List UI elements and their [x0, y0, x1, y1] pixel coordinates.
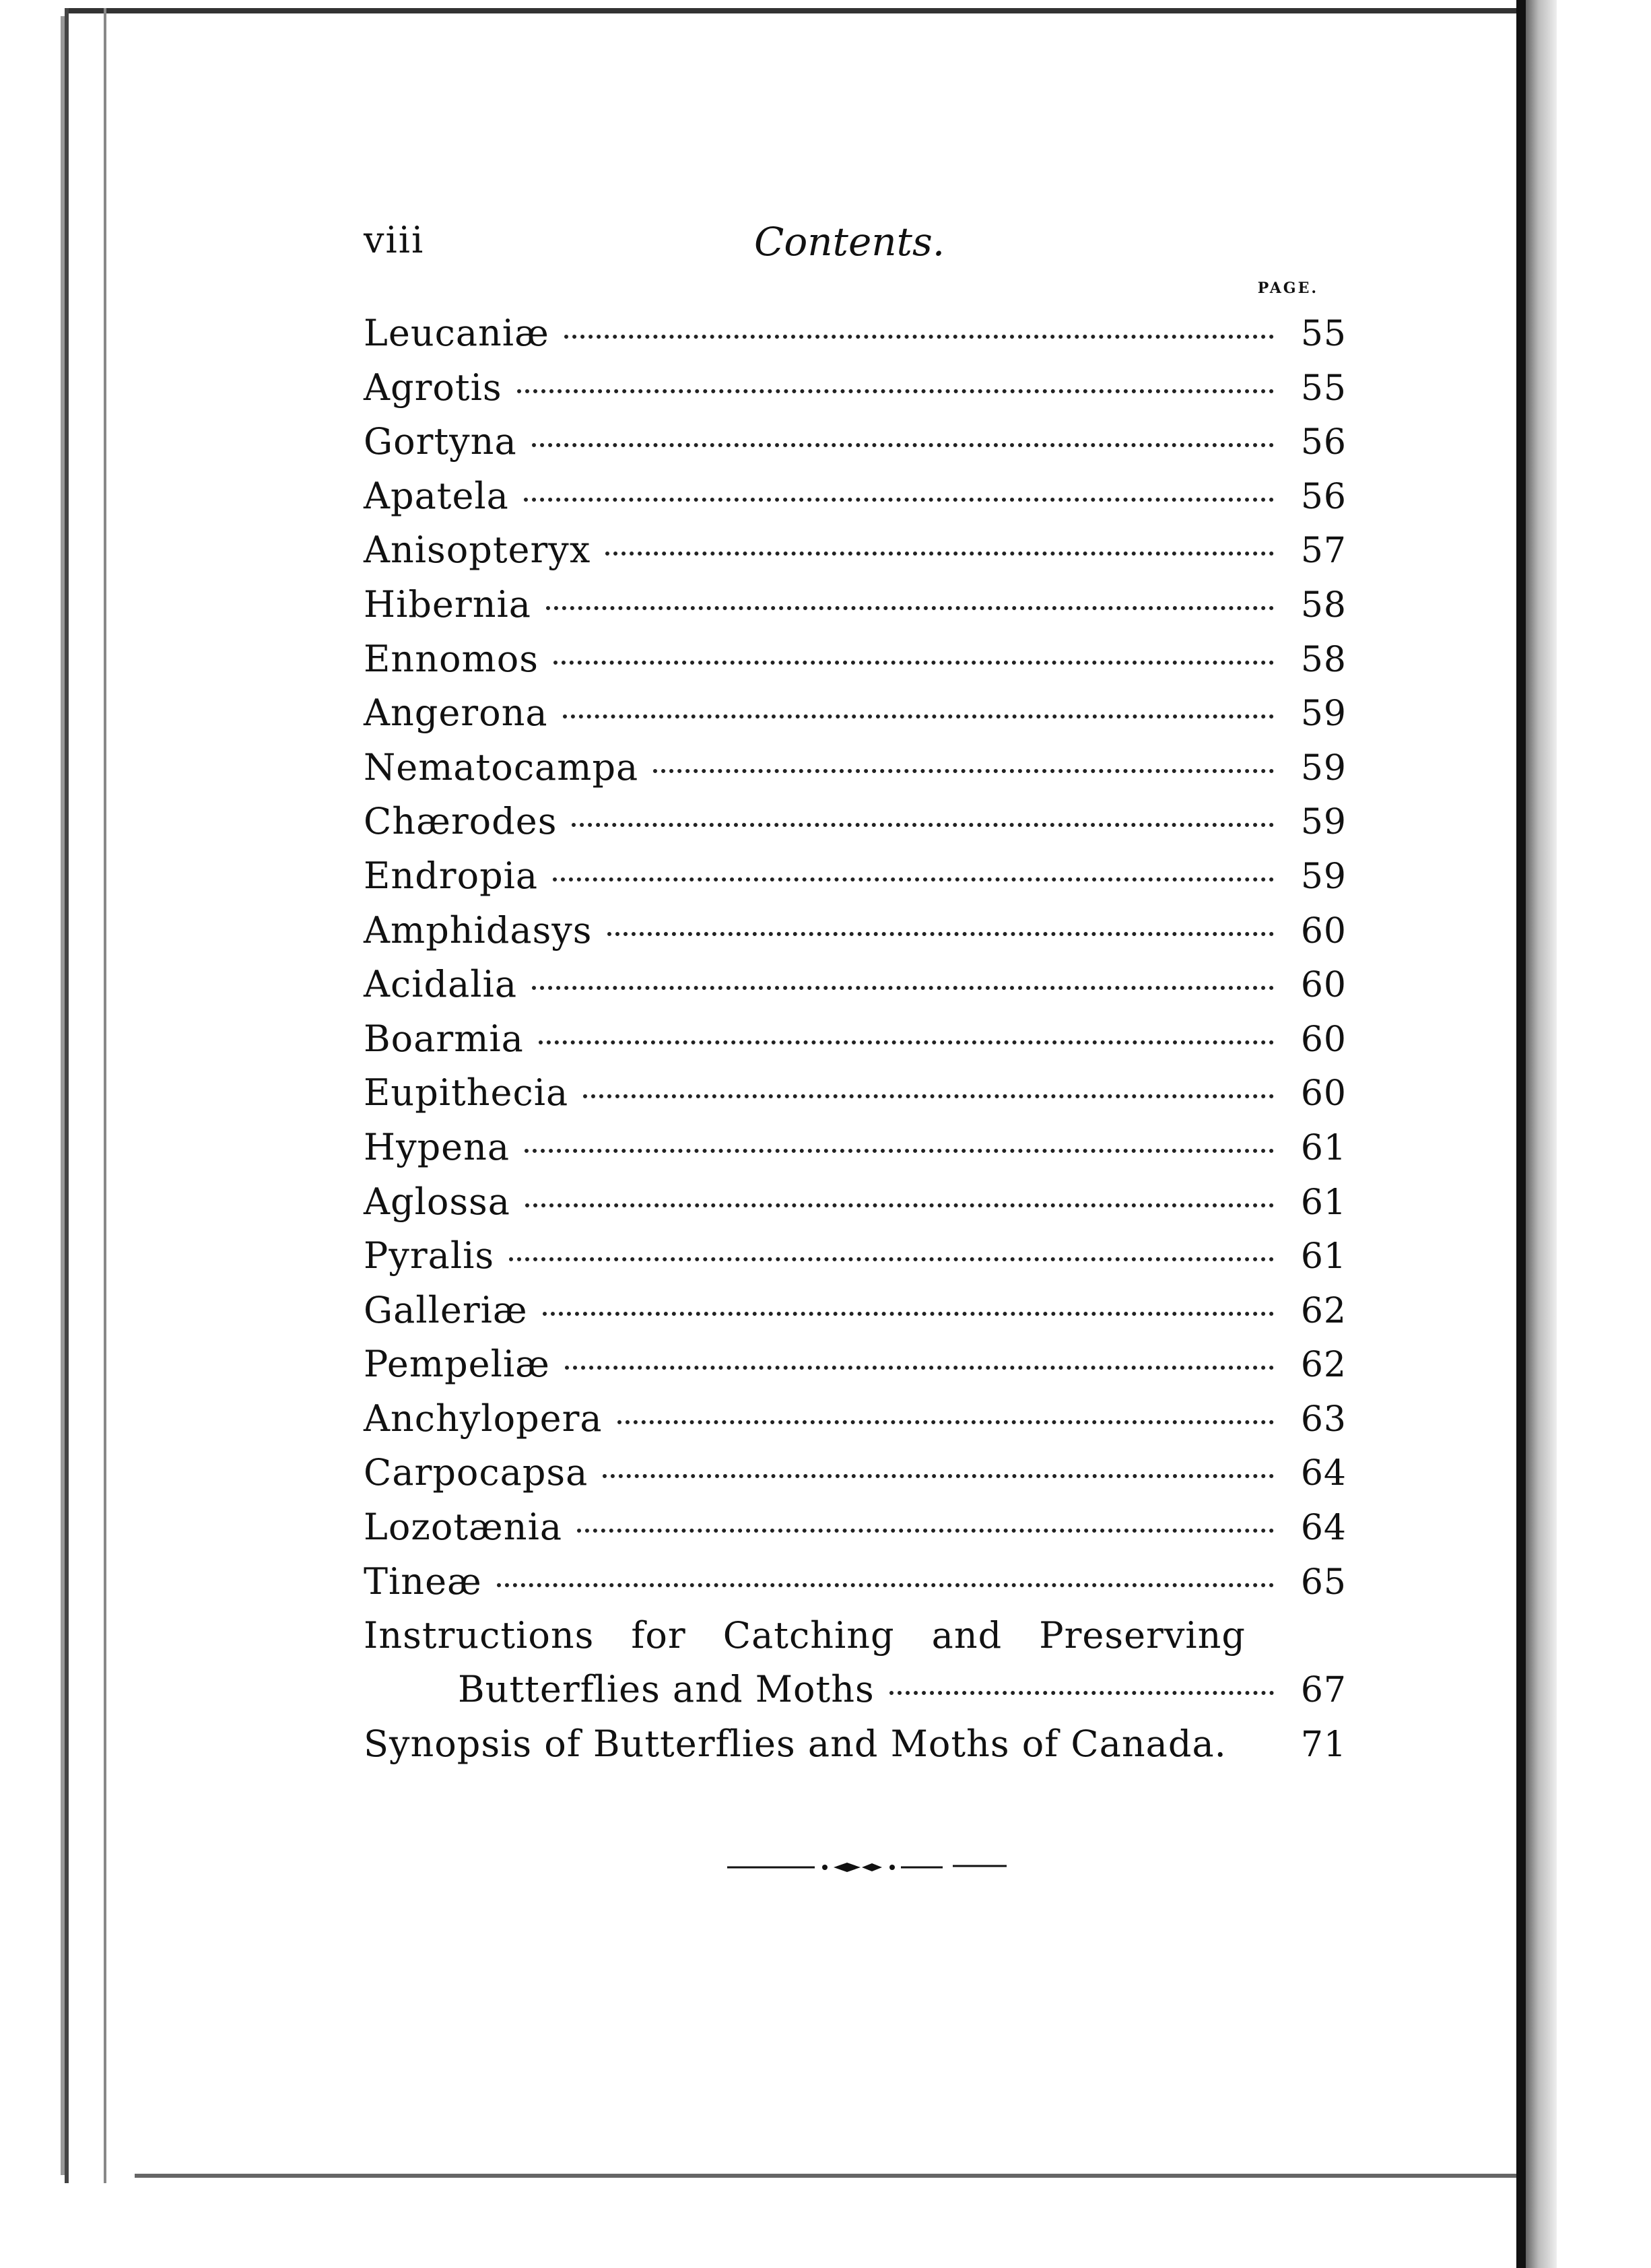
toc-entry-title: Gortyna [364, 420, 517, 463]
toc-entry-title: Galleriæ [364, 1288, 528, 1331]
toc-entry-title: Leucaniæ [364, 312, 549, 354]
toc-entry-title: Hypena [364, 1125, 510, 1168]
toc-entry [364, 1018, 1347, 1072]
table-of-contents [364, 312, 1347, 1614]
toc-entry [364, 963, 1347, 1018]
toc-entry-page: 58 [1300, 585, 1347, 626]
dot-leader [539, 1040, 1274, 1044]
dot-leader [517, 389, 1274, 393]
toc-entry-page: 65 [1300, 1562, 1347, 1603]
toc-entry-page: 64 [1300, 1453, 1347, 1494]
toc-entry [364, 692, 1347, 746]
toc-entry-page: 63 [1300, 1399, 1347, 1440]
toc-entry-page: 67 [1300, 1670, 1347, 1711]
toc-entry-title: Ennomos [364, 637, 539, 680]
dot-leader [546, 606, 1274, 610]
page-header [364, 219, 1347, 279]
dot-leader [605, 552, 1274, 556]
toc-entry-title: Butterflies and Moths [458, 1668, 875, 1711]
toc-entry-title: Amphidasys [364, 908, 593, 952]
dot-leader [525, 1149, 1274, 1153]
dot-leader [572, 823, 1274, 827]
dot-leader [889, 1691, 1274, 1695]
toc-entry-page: 61 [1300, 1182, 1347, 1223]
toc-entry [364, 1343, 1347, 1397]
toc-entry-page: 59 [1300, 747, 1347, 789]
toc-entry-page: 71 [1300, 1725, 1347, 1766]
toc-entry-page: 59 [1300, 802, 1347, 843]
toc-entry-instructions [364, 1614, 1347, 1723]
toc-entry-page: 55 [1300, 314, 1347, 354]
toc-entry-page: 56 [1300, 422, 1347, 463]
toc-entry [364, 1180, 1347, 1235]
toc-entry [364, 1126, 1347, 1180]
toc-entry-continuation [364, 1668, 1347, 1710]
dot-leader [583, 1094, 1274, 1098]
toc-entry-title: Hibernia [364, 582, 531, 626]
toc-entry-page: 59 [1300, 856, 1347, 897]
page-column-label: PAGE. [1257, 279, 1318, 297]
dot-leader [653, 769, 1274, 773]
dot-leader [509, 1257, 1274, 1261]
toc-entry [364, 420, 1347, 475]
dot-leader [607, 932, 1274, 936]
toc-entry [364, 1397, 1347, 1452]
toc-entry-page: 61 [1300, 1236, 1347, 1277]
binding-shadow [1516, 0, 1526, 2268]
toc-entry-title: Endropia [364, 854, 539, 897]
dot-leader [532, 443, 1274, 447]
toc-entry-page: 60 [1300, 910, 1347, 952]
toc-entry [364, 529, 1347, 583]
toc-entry-title: Lozotænia [364, 1506, 563, 1549]
dot-leader [525, 1203, 1274, 1207]
toc-entry [364, 855, 1347, 909]
toc-entry-page: 56 [1300, 476, 1347, 517]
toc-entry [364, 1451, 1347, 1506]
toc-entry [364, 909, 1347, 964]
toc-entry-page: 60 [1300, 1073, 1347, 1114]
toc-entry-page: 61 [1300, 1127, 1347, 1168]
toc-entry-title: Agrotis [364, 366, 502, 409]
toc-entry-page: 57 [1300, 531, 1347, 572]
contents-page [364, 219, 1347, 1777]
toc-entry-title: Chærodes [364, 800, 558, 843]
toc-entry-page: 59 [1300, 694, 1347, 735]
toc-entry [364, 746, 1347, 801]
toc-entry-page: 60 [1300, 1019, 1347, 1060]
toc-entry-title: Eupithecia [364, 1071, 569, 1114]
toc-entry-title: Boarmia [364, 1017, 524, 1060]
toc-entry [364, 1560, 1347, 1615]
dot-leader [603, 1474, 1274, 1478]
toc-entry-page: 62 [1300, 1290, 1347, 1331]
page-edge-bottom [135, 2174, 1522, 2178]
toc-entry [364, 800, 1347, 855]
dot-leader [497, 1583, 1274, 1587]
dot-leader [553, 877, 1274, 881]
dot-leader [543, 1312, 1274, 1316]
toc-entry [364, 638, 1347, 692]
page-edge-left [65, 8, 133, 2183]
ornament-rule-icon [727, 1857, 1010, 1877]
dot-leader [524, 498, 1274, 502]
dot-leader [565, 1366, 1274, 1370]
toc-entry-title: Pempeliæ [364, 1343, 550, 1386]
toc-entry [364, 312, 1347, 366]
dot-leader [577, 1529, 1274, 1533]
toc-entry-title: Carpocapsa [364, 1451, 588, 1494]
toc-entry-title: Tineæ [364, 1560, 482, 1603]
toc-entry-page: 60 [1300, 965, 1347, 1006]
toc-entry-title: Aglossa [364, 1180, 510, 1223]
page-edge-top [65, 8, 1519, 13]
dot-leader [532, 986, 1274, 990]
toc-entry-title: Anisopteryx [364, 529, 591, 572]
toc-entry-page: 55 [1300, 368, 1347, 409]
toc-entry-title: Pyralis [364, 1234, 495, 1277]
dot-leader [564, 335, 1274, 339]
toc-entry-page: 64 [1300, 1508, 1347, 1549]
toc-entry [364, 1506, 1347, 1560]
folio-number: viii [364, 219, 425, 261]
toc-entry-page: 62 [1300, 1345, 1347, 1386]
toc-entry-title: Angerona [364, 692, 548, 735]
toc-entry [364, 583, 1347, 638]
toc-entry-title: Nematocampa [364, 745, 639, 789]
toc-entry [364, 1289, 1347, 1343]
toc-entry-page: 58 [1300, 639, 1347, 680]
dot-leader [553, 661, 1274, 665]
toc-entry-title: Acidalia [364, 963, 518, 1006]
toc-entry [364, 1234, 1347, 1289]
toc-entry-title: Instructions for Catching and Preserving [364, 1614, 1246, 1657]
toc-entry-title: Synopsis of Butterflies and Moths of Canada. [364, 1723, 1227, 1766]
toc-entry-title: Apatela [364, 474, 509, 517]
running-title: Contents. [754, 219, 945, 265]
dot-leader [617, 1420, 1274, 1424]
dot-leader [563, 714, 1274, 719]
toc-entry-synopsis [364, 1723, 1347, 1777]
toc-entry [364, 475, 1347, 529]
toc-entry [364, 1071, 1347, 1126]
toc-entry [364, 366, 1347, 421]
toc-entry-title: Anchylopera [364, 1397, 603, 1440]
